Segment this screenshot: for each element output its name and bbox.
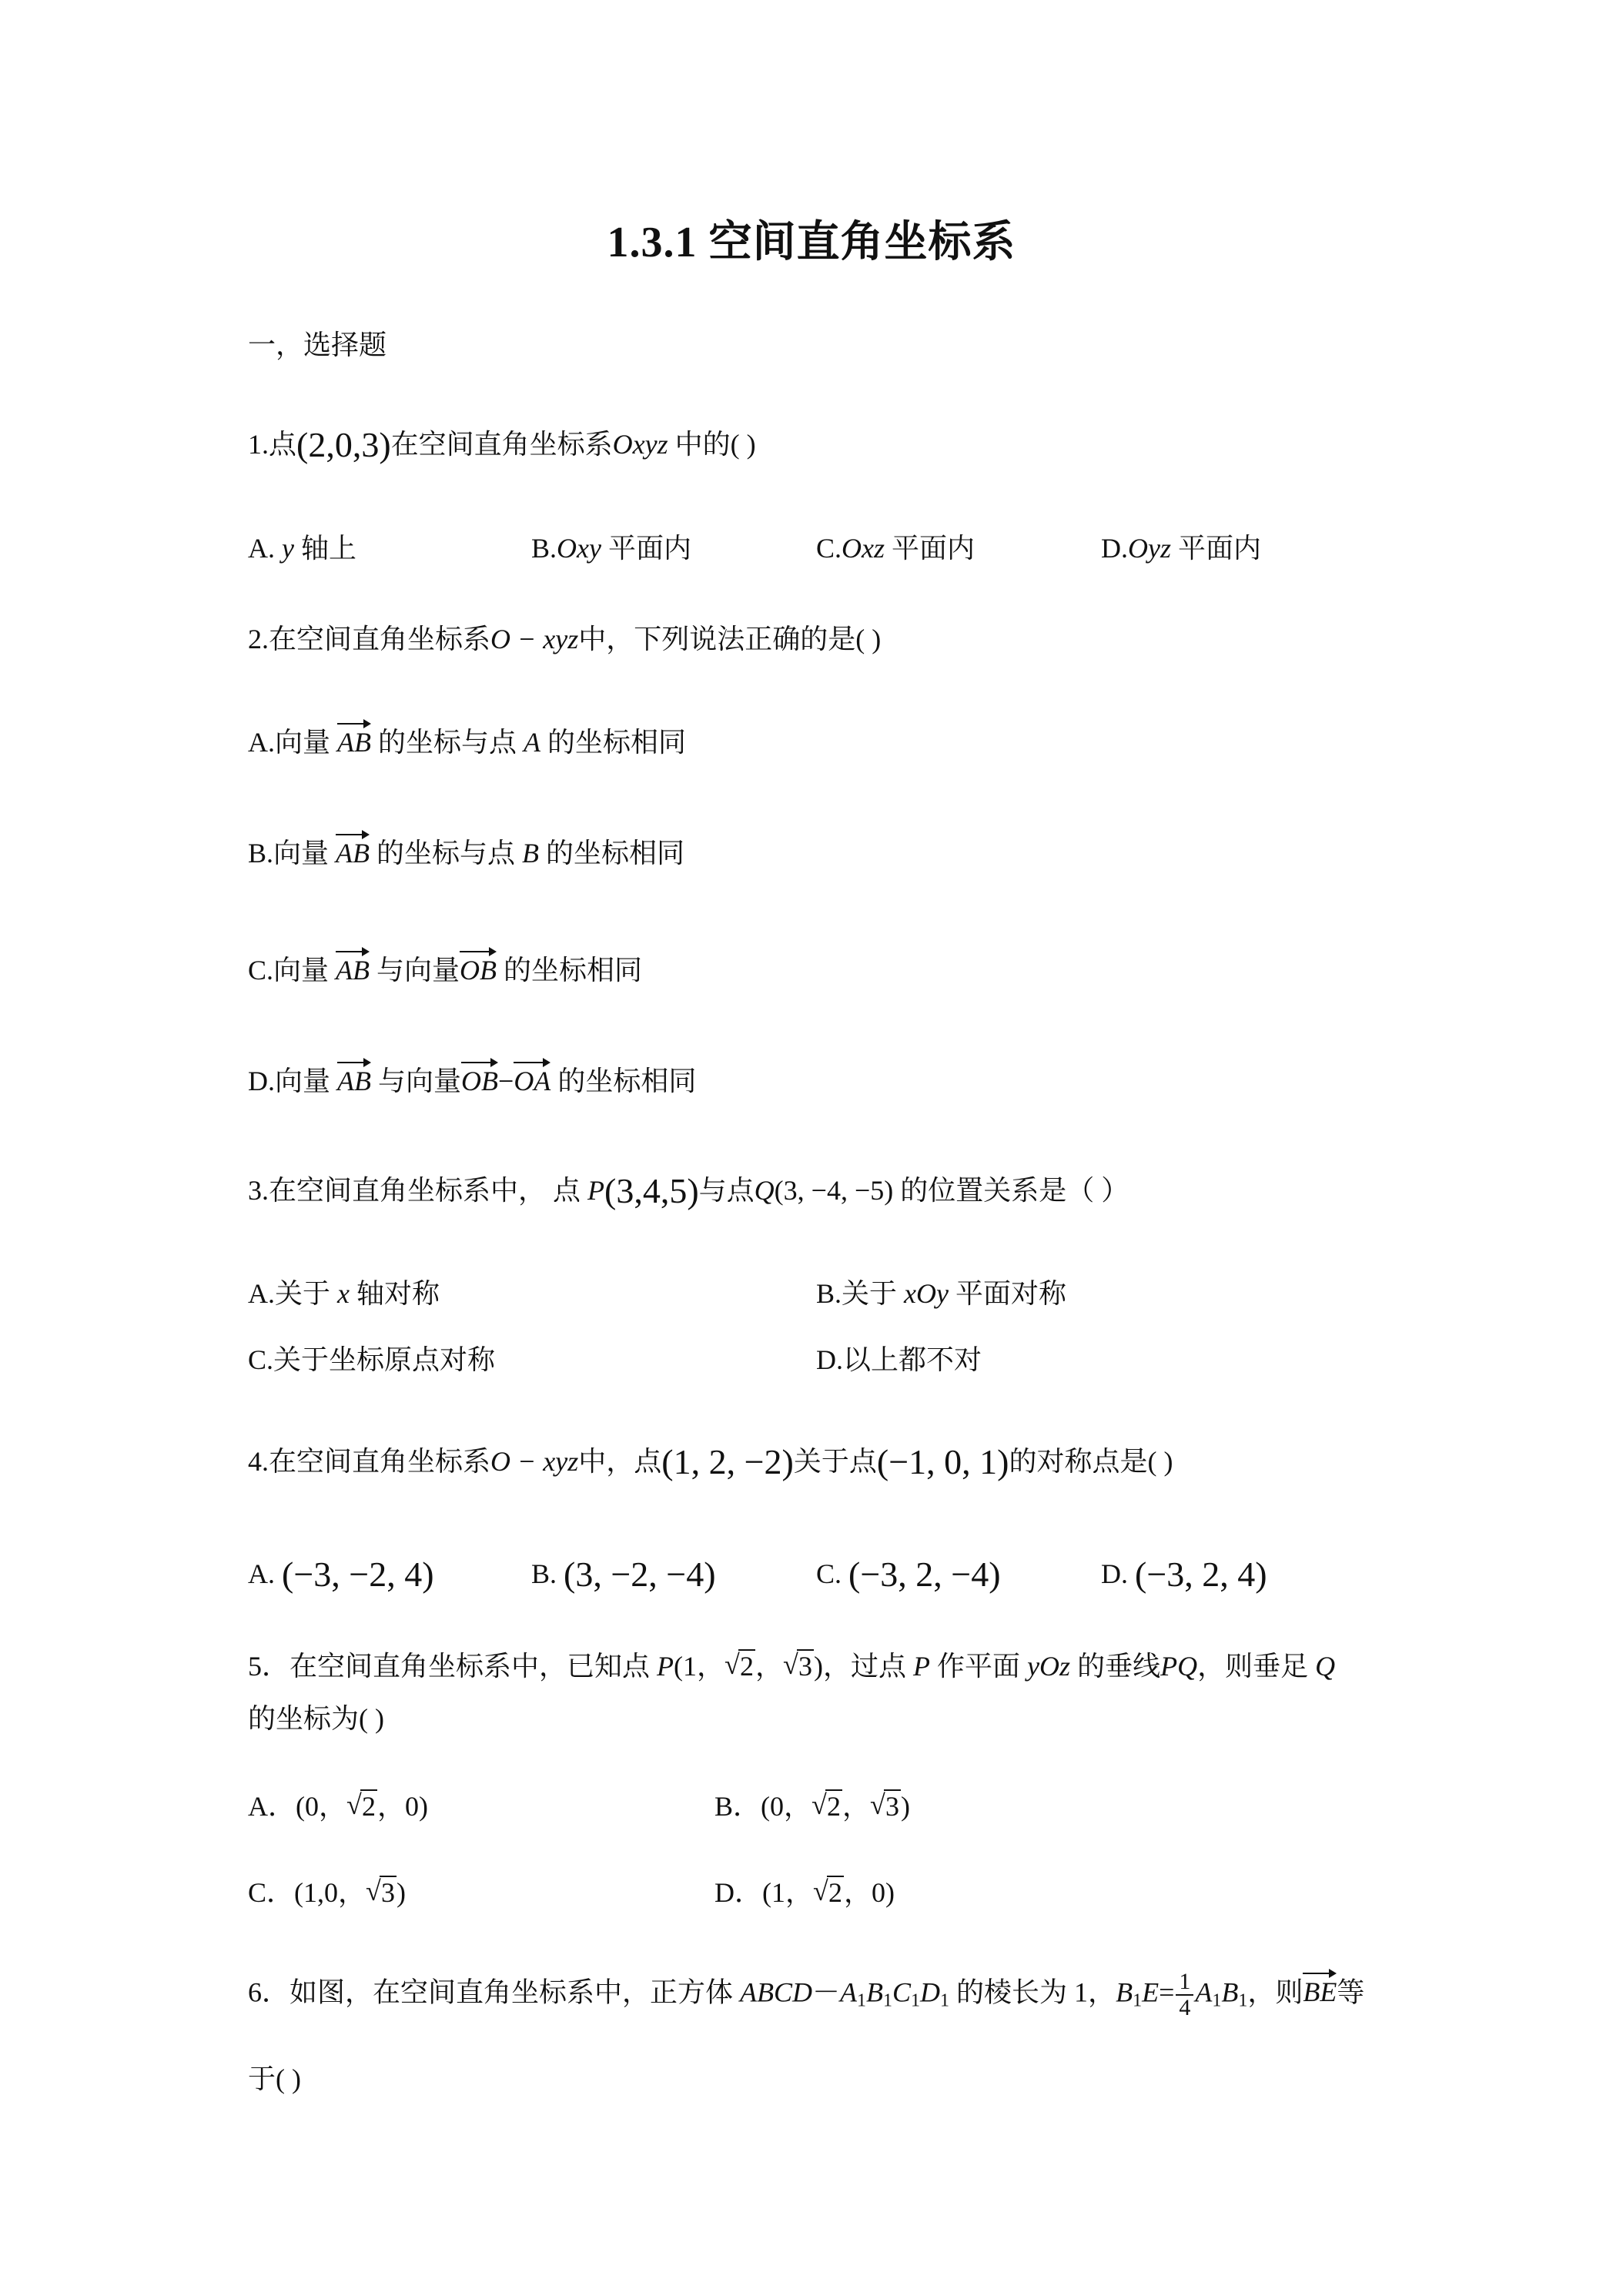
q2-prefix: 2.在空间直角坐标系 [248, 624, 491, 654]
q1-prefix: 1.点 [248, 429, 297, 460]
q2-option-a-vec: AB [337, 727, 371, 758]
q3-point-p-coord: (3,4,5) [604, 1171, 699, 1210]
q1-option-c-text: 平面内 [892, 533, 975, 564]
q5-option-a-root: 2 [362, 1791, 376, 1822]
question-6-line-2: 于( ) [248, 2063, 301, 2094]
q4-center: (−1, 0, 1) [876, 1442, 1009, 1481]
vector-arrow-icon [337, 1058, 371, 1066]
q4-option-a-label: A. [248, 1558, 275, 1589]
q2-system: O − xyz [490, 624, 579, 654]
q6-fraction-numerator: 1 [1176, 1970, 1193, 1996]
q3-suffix: 的位置关系是（ ） [900, 1175, 1129, 1206]
q1-option-b-var: Oxy [557, 533, 601, 564]
q4-option-b-value: (3, −2, −4) [564, 1555, 716, 1594]
q6-prefix: 6．如图，在空间直角坐标系中，正方体 [248, 1976, 734, 2008]
q4-option-b-label: B. [531, 1558, 557, 1589]
sqrt-icon [366, 1874, 397, 1911]
q4-system: O − xyz [490, 1446, 579, 1477]
question-3 [248, 1172, 1129, 1210]
q4-option-a [248, 1555, 434, 1593]
q2-option-d-minus: − [498, 1066, 514, 1096]
q5-comma: ， [755, 1651, 784, 1682]
q6-sub-a: 1 [857, 1990, 867, 2011]
q5-prefix: 5．在空间直角坐标系中，已知点 [248, 1651, 651, 1682]
q4-option-c-value: (−3, 2, −4) [848, 1555, 1001, 1594]
q1-point: (2,0,3) [296, 425, 391, 464]
q6-equals: = [1159, 1976, 1175, 2008]
sqrt-icon [812, 1788, 842, 1825]
question-4 [248, 1443, 1173, 1481]
q6-seg-a: A [1195, 1976, 1213, 2008]
vector-arrow-icon [1303, 1969, 1337, 1976]
q3-point-q-coord: (3, −4, −5) [774, 1175, 894, 1206]
q2-option-c-vector [336, 952, 370, 989]
q2-option-b [248, 835, 684, 872]
q2-option-d-vector [337, 1063, 371, 1099]
q1-system: Oxyz [612, 429, 668, 460]
vector-arrow-icon [337, 719, 371, 727]
q3-option-b [816, 1275, 1066, 1312]
q3-mid: 与点 [698, 1175, 755, 1206]
q2-suffix: 中，下列说法正确的是( ) [578, 624, 882, 654]
q2-option-d-vec3: OA [514, 1066, 551, 1096]
q4-option-b [531, 1555, 716, 1593]
q5-root-2: 2 [740, 1651, 755, 1682]
q3-option-a-var: x [337, 1278, 350, 1309]
sqrt-icon [346, 1788, 377, 1825]
q2-option-c-post: 的坐标相同 [504, 955, 643, 986]
q3-option-c: C.关于坐标原点对称 [248, 1344, 496, 1375]
q5-option-a-pre: A．(0， [248, 1791, 346, 1822]
q6-seg-sub-a: 1 [1212, 1990, 1222, 2011]
q3-option-b-var: xOy [904, 1278, 949, 1309]
q3-option-a-label: A.关于 [248, 1278, 330, 1309]
sqrt-icon [724, 1648, 755, 1685]
q5-option-c [248, 1874, 406, 1911]
q1-option-c-var: Oxz [842, 533, 885, 564]
q4-option-c [816, 1555, 1001, 1593]
q4-option-d [1101, 1555, 1267, 1593]
question-5-line-2: 的坐标为( ) [248, 1703, 384, 1734]
q4-option-a-value: (−3, −2, 4) [282, 1555, 434, 1594]
q2-option-a-post: 的坐标相同 [547, 727, 687, 758]
sqrt-icon [870, 1788, 901, 1825]
q2-option-b-post: 的坐标相同 [546, 838, 685, 869]
sqrt-icon [813, 1874, 844, 1911]
q3-option-a-text: 轴对称 [356, 1278, 440, 1309]
q5-option-b [714, 1788, 910, 1825]
q6-cube-base: ABCD [740, 1976, 813, 2008]
q2-option-b-point: B [522, 838, 540, 869]
q6-sub-b: 1 [883, 1990, 893, 2011]
q6-seg-sub-b: 1 [1238, 1990, 1248, 2011]
q2-option-b-vector [336, 835, 370, 872]
q2-option-b-mid: 的坐标与点 [376, 838, 516, 869]
q3-option-b-label: B.关于 [816, 1278, 898, 1309]
q3-option-b-text: 平面对称 [955, 1278, 1066, 1309]
q1-option-a-text: 轴上 [300, 533, 356, 564]
q2-option-d-mid: 与向量 [377, 1066, 461, 1096]
q5-option-d-root: 2 [828, 1877, 842, 1908]
q6-post: 等 [1337, 1976, 1365, 2008]
q2-option-c-vec2: OB [460, 955, 497, 986]
q5-option-b-mid: ， [842, 1791, 871, 1822]
q5-point-p2: P [913, 1651, 931, 1682]
q1-option-b-label: B. [531, 533, 557, 564]
q5-mid4: ，则垂足 [1197, 1651, 1309, 1682]
q2-option-a-vector [337, 724, 371, 761]
q1-option-c-label: C. [816, 533, 842, 564]
q3-option-a [248, 1275, 440, 1312]
question-2 [248, 621, 881, 658]
q1-option-a-label: A. [248, 533, 275, 564]
q4-suffix: 的对称点是( ) [1009, 1446, 1173, 1477]
q6-be-e: E [1142, 1976, 1160, 2008]
q2-option-b-vec: AB [336, 838, 370, 869]
q4-option-d-label: D. [1101, 1558, 1128, 1589]
q2-option-d-vec2: OB [461, 1066, 498, 1096]
q5-option-d-pre: D．(1， [714, 1877, 813, 1908]
q2-option-a-point: A [524, 727, 540, 758]
q3-point-q: Q [754, 1175, 775, 1206]
q6-sub-c: 1 [911, 1990, 921, 2011]
q5-point-p: P [657, 1651, 674, 1682]
q2-option-b-pre: B.向量 [248, 838, 330, 869]
q1-option-b [531, 530, 691, 567]
q6-mid2: ，则 [1247, 1976, 1303, 2008]
q4-mid1: 中，点 [578, 1446, 662, 1477]
q1-option-b-text: 平面内 [607, 533, 691, 564]
vector-arrow-icon [460, 947, 497, 955]
q2-option-c-vec: AB [336, 955, 370, 986]
vector-arrow-icon [336, 830, 370, 838]
q2-option-a [248, 724, 686, 761]
q5-option-d [714, 1874, 895, 1911]
q2-option-a-pre: A.向量 [248, 727, 330, 758]
q6-sub-d: 1 [940, 1990, 950, 2011]
q3-point-p: P [587, 1175, 605, 1206]
q6-fraction-denominator: 4 [1179, 1995, 1191, 2020]
q6-dash: － [812, 1976, 841, 2008]
vector-arrow-icon [461, 1058, 498, 1066]
q5-option-a [248, 1788, 428, 1825]
q4-mid2: 关于点 [793, 1446, 877, 1477]
q6-seg-b: B [1221, 1976, 1239, 2008]
q5-point-q: Q [1315, 1651, 1336, 1682]
q6-vertex-d: D [920, 1976, 941, 2008]
q2-option-a-mid: 的坐标与点 [377, 727, 517, 758]
q1-suffix: 中的( ) [674, 429, 756, 460]
section-heading: 一，选择题 [248, 330, 387, 360]
q3-option-d: D.以上都不对 [816, 1344, 982, 1375]
q4-option-d-value: (−3, 2, 4) [1135, 1555, 1267, 1594]
q5-option-d-post: ，0) [844, 1877, 895, 1908]
sqrt-icon [783, 1648, 814, 1685]
q2-option-d-post: 的坐标相同 [557, 1066, 697, 1096]
q6-vertex-b: B [866, 1976, 884, 2008]
q5-mid3: 的垂线 [1077, 1651, 1161, 1682]
q2-option-d-vector3 [514, 1063, 550, 1099]
q6-mid: 的棱长为 1， [956, 1976, 1116, 2008]
q2-option-c-pre: C.向量 [248, 955, 330, 986]
q2-option-c-vector2 [460, 952, 497, 989]
q2-option-d-pre: D.向量 [248, 1066, 330, 1096]
q5-option-a-post: ，0) [377, 1791, 428, 1822]
q5-option-b-root: 2 [827, 1791, 842, 1822]
q5-line-pq: PQ [1160, 1651, 1198, 1682]
q4-point: (1, 2, −2) [661, 1442, 794, 1481]
q5-coord-open: (1， [674, 1651, 725, 1682]
q5-mid2: 作平面 [937, 1651, 1021, 1682]
q5-option-c-root: 3 [381, 1877, 396, 1908]
q5-option-c-post: ) [397, 1877, 407, 1908]
q1-option-a-var: y [282, 533, 294, 564]
q5-option-c-pre: C．(1,0， [248, 1877, 366, 1908]
q6-be-b: B [1116, 1976, 1133, 2008]
question-5-line-1 [248, 1648, 1335, 1685]
q5-coord-close: ) [814, 1651, 824, 1682]
vector-arrow-icon [514, 1058, 550, 1066]
q1-option-d-text: 平面内 [1178, 533, 1262, 564]
q5-option-b-pre: B．(0， [714, 1791, 812, 1822]
q1-option-d-label: D. [1101, 533, 1128, 564]
q6-vertex-c: C [892, 1976, 912, 2008]
q1-option-a [248, 530, 356, 567]
page-title: 1.3.1 空间直角坐标系 [607, 219, 1016, 266]
q6-vector-label: BE [1303, 1976, 1337, 2008]
q2-option-d-vector2 [461, 1063, 498, 1099]
q2-option-d-vec: AB [337, 1066, 371, 1096]
q6-be-sub: 1 [1133, 1990, 1143, 2011]
q4-option-c-label: C. [816, 1558, 842, 1589]
q5-plane: yOz [1027, 1651, 1071, 1682]
question-6-line-1 [248, 1970, 1364, 2020]
q2-option-c [248, 952, 642, 989]
q4-prefix: 4.在空间直角坐标系 [248, 1446, 491, 1477]
question-1 [248, 426, 756, 464]
q6-vector [1303, 1973, 1337, 2010]
vector-arrow-icon [336, 947, 370, 955]
q2-option-d [248, 1063, 696, 1099]
q6-vertex-a: A [840, 1976, 858, 2008]
q1-option-d [1101, 530, 1261, 567]
q5-option-b-post: ) [901, 1791, 911, 1822]
q1-option-d-var: Oyz [1128, 533, 1171, 564]
q5-mid: ，过点 [823, 1651, 907, 1682]
q5-option-b-root2: 3 [885, 1791, 900, 1822]
q6-fraction [1176, 1970, 1193, 2020]
q3-prefix: 3.在空间直角坐标系中， 点 [248, 1175, 581, 1206]
q5-root-3: 3 [798, 1651, 813, 1682]
q2-option-c-mid: 与向量 [376, 955, 460, 986]
q1-mid: 在空间直角坐标系 [390, 429, 613, 460]
q1-option-c [816, 530, 975, 567]
